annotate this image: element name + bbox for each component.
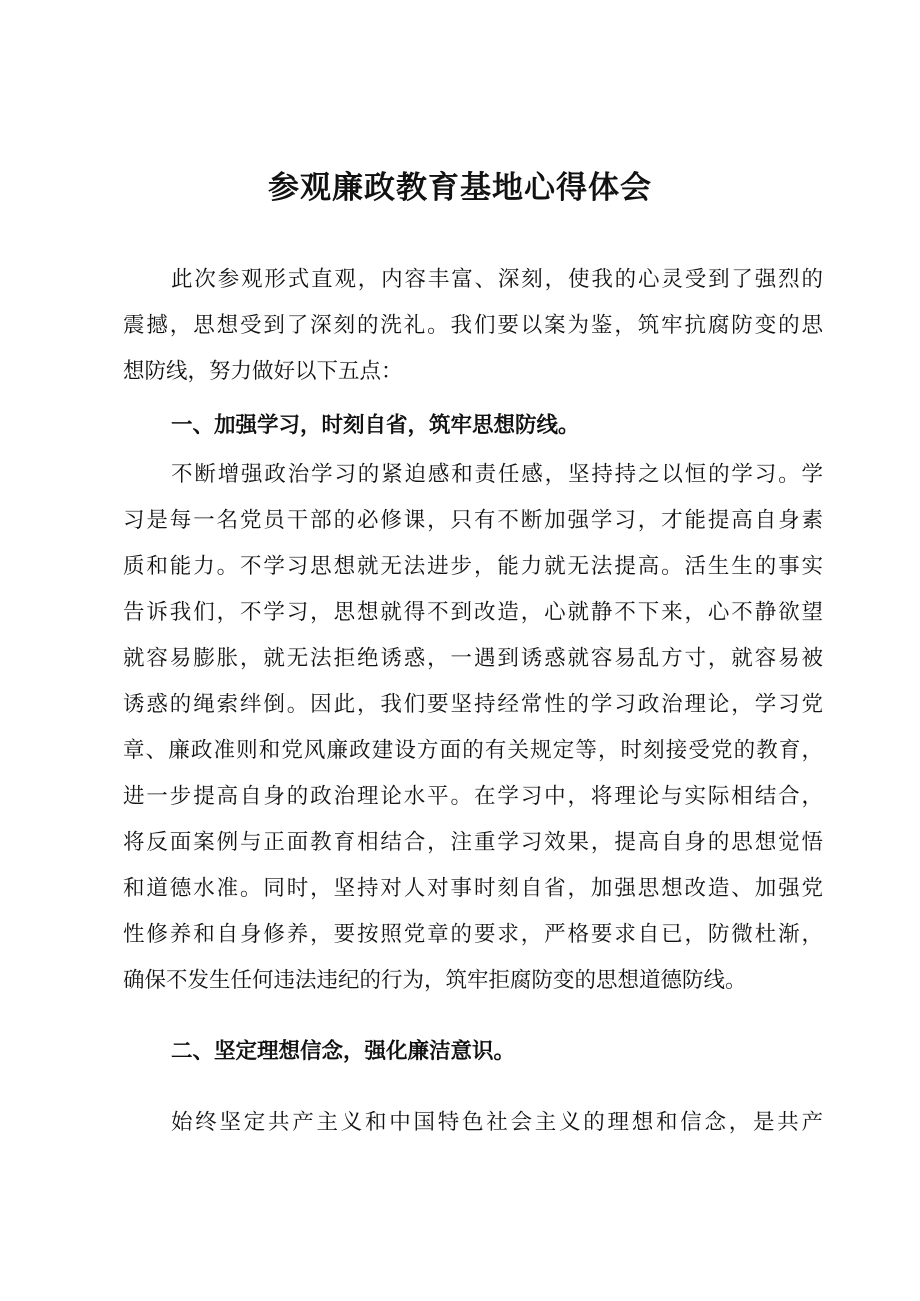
paragraph-line: 习是每一名党员干部的必修课，只有不断加强学习，才能提高自身素 — [123, 508, 823, 533]
section-heading-1: 一、加强学习，时刻自省，筑牢思想防线。 — [171, 413, 580, 438]
paragraph-line: 告诉我们，不学习，思想就得不到改造，心就静不下来，心不静欲望 — [123, 600, 823, 625]
paragraph-line: 想防线，努力做好以下五点： — [123, 359, 403, 384]
paragraph-line: 不断增强政治学习的紧迫感和责任感，坚持持之以恒的学习。学 — [171, 462, 823, 487]
paragraph-line: 始终坚定共产主义和中国特色社会主义的理想和信念，是共产 — [171, 1110, 823, 1135]
paragraph-line: 性修养和自身修养，要按照党章的要求，严格要求自已，防微杜渐， — [123, 922, 823, 947]
document-title: 参观廉政教育基地心得体会 — [268, 170, 652, 206]
intro-paragraph — [123, 257, 823, 395]
section-1-paragraph — [123, 452, 823, 1004]
paragraph-line: 诱惑的绳索绊倒。因此，我们要坚持经常性的学习政治理论，学习党 — [123, 692, 823, 717]
paragraph-line: 将反面案例与正面教育相结合，注重学习效果，提高自身的思想觉悟 — [123, 830, 823, 855]
section-2-paragraph — [123, 1100, 823, 1146]
paragraph-line: 和道德水准。同时，坚持对人对事时刻自省，加强思想改造、加强党 — [123, 876, 823, 901]
paragraph-line: 震撼，思想受到了深刻的洗礼。我们要以案为鉴，筑牢抗腐防变的思 — [123, 313, 823, 338]
paragraph-line: 此次参观形式直观，内容丰富、深刻，使我的心灵受到了强烈的 — [171, 267, 823, 292]
paragraph-line: 进一步提高自身的政治理论水平。在学习中，将理论与实际相结合， — [123, 784, 823, 809]
paragraph-line: 章、廉政准则和党风廉政建设方面的有关规定等，时刻接受党的教育， — [123, 738, 823, 763]
paragraph-line: 就容易膨胀，就无法拒绝诱惑，一遇到诱惑就容易乱方寸，就容易被 — [123, 646, 823, 671]
paragraph-line: 质和能力。不学习思想就无法进步，能力就无法提高。活生生的事实 — [123, 554, 823, 579]
section-heading-2: 二、坚定理想信念，强化廉洁意识。 — [171, 1039, 516, 1064]
paragraph-line: 确保不发生任何违法违纪的行为，筑牢拒腐防变的思想道德防线。 — [123, 968, 747, 993]
